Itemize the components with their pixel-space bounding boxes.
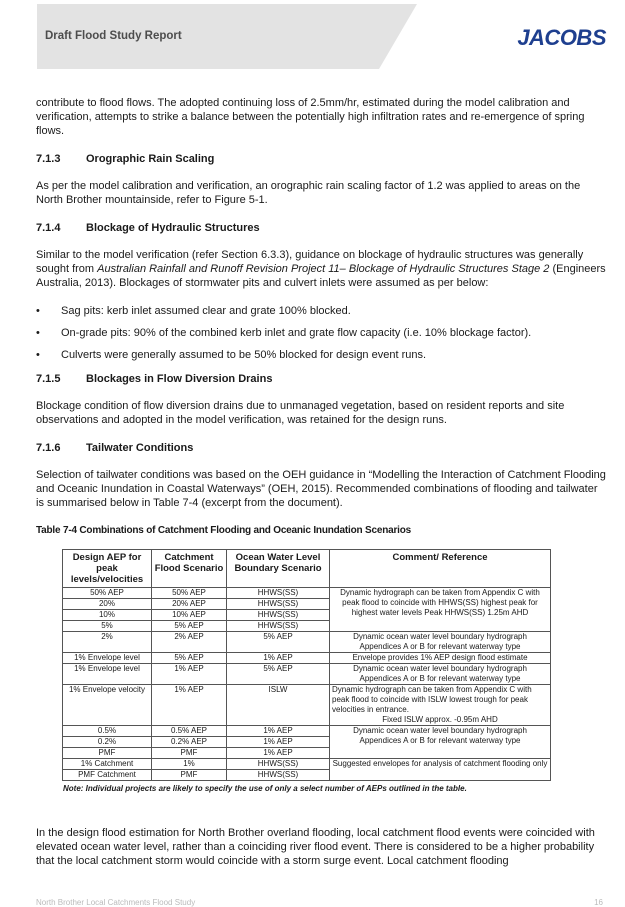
table-cell: 2% <box>63 632 152 653</box>
table-row <box>63 726 551 737</box>
list-item: • Culverts were generally assumed to be 50% blocked for design event runs. <box>36 348 606 362</box>
table-cell: HHWS(SS) <box>227 759 330 770</box>
table-cell: 1% Catchment <box>63 759 152 770</box>
table-cell: 2% AEP <box>152 632 227 653</box>
table-row <box>63 759 551 770</box>
comment-line: Fixed ISLW approx. -0.95m AHD <box>382 715 498 724</box>
table-cell: 10% AEP <box>152 610 227 621</box>
table-cell: HHWS(SS) <box>227 588 330 599</box>
table-note: Note: Individual projects are likely to specify the use of only a select number of AEPs outlined in the table. <box>63 784 467 793</box>
section-number: 7.1.4 <box>36 222 61 234</box>
table-cell: 50% AEP <box>152 588 227 599</box>
table-cell-comment: Suggested envelopes for analysis of catchment flooding only <box>330 759 551 781</box>
paragraph: In the design flood estimation for North Brother overland flooding, local catchment flood events were coincided with elevated ocean water level, rather than a coinciding river flood event. There is considered to be a higher probability that the local catchment storm would coincide with a storm surge event. Local catchment flooding <box>36 827 595 867</box>
section-number: 7.1.6 <box>36 442 61 454</box>
table-cell: 20% AEP <box>152 599 227 610</box>
section-heading-7-1-5 <box>36 372 606 386</box>
page-number: 16 <box>594 898 603 907</box>
scenario-table <box>62 549 551 781</box>
section-title: Blockages in Flow Diversion Drains <box>86 373 273 385</box>
reference-title: Australian Rainfall and Runoff Revision Project 11– Blockage of Hydraulic Structures Stage 2 <box>97 263 550 275</box>
table-row <box>63 664 551 685</box>
paragraph: As per the model calibration and verification, an orographic rain scaling factor of 1.2 was applied to areas on the North Brother mountainside, refer to Figure 5-1. <box>36 180 581 206</box>
paragraph <box>36 248 606 290</box>
table-cell-comment: Dynamic ocean water level boundary hydrograph Appendices A or B for relevant waterway type <box>330 726 551 759</box>
table-cell: PMF Catchment <box>63 770 152 781</box>
page-footer: North Brother Local Catchments Flood Study <box>36 898 196 907</box>
column-header: Comment/ Reference <box>330 550 551 588</box>
document-body <box>36 96 606 882</box>
table-cell: ISLW <box>227 685 330 726</box>
list-item: • Sag pits: kerb inlet assumed clear and grate 100% blocked. <box>36 304 606 318</box>
table-cell: HHWS(SS) <box>227 770 330 781</box>
table-cell: 1% AEP <box>152 664 227 685</box>
table-row <box>63 588 551 599</box>
text-span: Similar to the model verification (refer Section 6.3.3), guidance on blockage of hydraulic structures was generally sought from <box>36 249 584 275</box>
table-cell-comment: Dynamic ocean water level boundary hydrograph Appendices A or B for relevant waterway type <box>330 664 551 685</box>
paragraph: Blockage condition of flow diversion drains due to unmanaged vegetation, based on resident reports and site observations and adopted in the model verification, was retained for the design runs. <box>36 400 565 426</box>
table-cell-comment: Dynamic ocean water level boundary hydrograph Appendices A or B for relevant waterway type <box>330 632 551 653</box>
text-span: (Engineers Australia, 2013). Blockages of stormwater pits and culvert inlets were assumed as per below: <box>36 263 606 289</box>
table-cell: PMF <box>152 748 227 759</box>
section-title: Orographic Rain Scaling <box>86 153 215 165</box>
table-cell: HHWS(SS) <box>227 599 330 610</box>
bullet-list <box>36 304 606 362</box>
paragraph: Selection of tailwater conditions was based on the OEH guidance in “Modelling the Interaction of Catchment Flooding and Oceanic Inundation in Coastal Waterways” (OEH, 2015). Recommended combinations of flooding and tailwater is summarised below in Table 7-4 (excerpt from the document). <box>36 469 606 509</box>
table-cell: 5% AEP <box>227 664 330 685</box>
table-cell-comment: Envelope provides 1% AEP design flood estimate <box>330 653 551 664</box>
paragraph: contribute to flood flows. The adopted continuing loss of 2.5mm/hr, estimated during the model calibration and verification, attempts to strike a balance between the potentially high infiltration rates and re-emergence of spring flows. <box>36 97 585 137</box>
table-header-row <box>63 550 551 588</box>
section-title: Blockage of Hydraulic Structures <box>86 222 260 234</box>
table-row <box>63 632 551 653</box>
table-cell: 1% Envelope velocity <box>63 685 152 726</box>
table-cell: HHWS(SS) <box>227 621 330 632</box>
table-cell: 5% AEP <box>152 653 227 664</box>
page-header <box>37 4 612 69</box>
table-cell: 5% AEP <box>152 621 227 632</box>
table-cell: 1% Envelope level <box>63 664 152 685</box>
table-cell: PMF <box>152 770 227 781</box>
table-cell: 1% AEP <box>227 748 330 759</box>
table-cell: 5% AEP <box>227 632 330 653</box>
table-caption: Table 7-4 Combinations of Catchment Flooding and Oceanic Inundation Scenarios <box>36 525 412 536</box>
table-row <box>63 685 551 726</box>
table-cell-comment <box>330 685 551 726</box>
table-cell: 0.5% AEP <box>152 726 227 737</box>
table-cell-comment: Dynamic hydrograph can be taken from Appendix C with peak flood to coincide with HHWS(SS) highest peak for highest water levels Peak HHWS(SS) 1.25m AHD <box>330 588 551 632</box>
section-number: 7.1.5 <box>36 373 61 385</box>
table-cell: HHWS(SS) <box>227 610 330 621</box>
table-cell: 0.5% <box>63 726 152 737</box>
table-row <box>63 653 551 664</box>
column-header: Ocean Water Level Boundary Scenario <box>227 550 330 588</box>
column-header: Catchment Flood Scenario <box>152 550 227 588</box>
section-heading-7-1-4 <box>36 221 606 235</box>
table-cell: 1% <box>152 759 227 770</box>
section-heading-7-1-6 <box>36 441 606 455</box>
table-cell: 20% <box>63 599 152 610</box>
list-item: • On-grade pits: 90% of the combined kerb inlet and grate flow capacity (i.e. 10% blockage factor). <box>36 326 606 340</box>
section-number: 7.1.3 <box>36 153 61 165</box>
table-cell: PMF <box>63 748 152 759</box>
table-cell: 50% AEP <box>63 588 152 599</box>
table-cell: 0.2% <box>63 737 152 748</box>
header-title: Draft Flood Study Report <box>45 30 182 42</box>
section-title: Tailwater Conditions <box>86 442 194 454</box>
table-cell: 1% Envelope level <box>63 653 152 664</box>
table-cell: 1% AEP <box>227 737 330 748</box>
column-header: Design AEP for peak levels/velocities <box>63 550 152 588</box>
table-cell: 0.2% AEP <box>152 737 227 748</box>
table-cell: 10% <box>63 610 152 621</box>
table-cell: 1% AEP <box>152 685 227 726</box>
table-cell: 5% <box>63 621 152 632</box>
section-heading-7-1-3 <box>36 152 606 166</box>
comment-line: Dynamic hydrograph can be taken from Appendix C with peak flood to coincide with ISLW lowest trough for peak velocities in entrance. <box>332 685 532 714</box>
table-cell: 1% AEP <box>227 726 330 737</box>
jacobs-logo: JACOBS <box>517 25 606 50</box>
table-cell: 1% AEP <box>227 653 330 664</box>
